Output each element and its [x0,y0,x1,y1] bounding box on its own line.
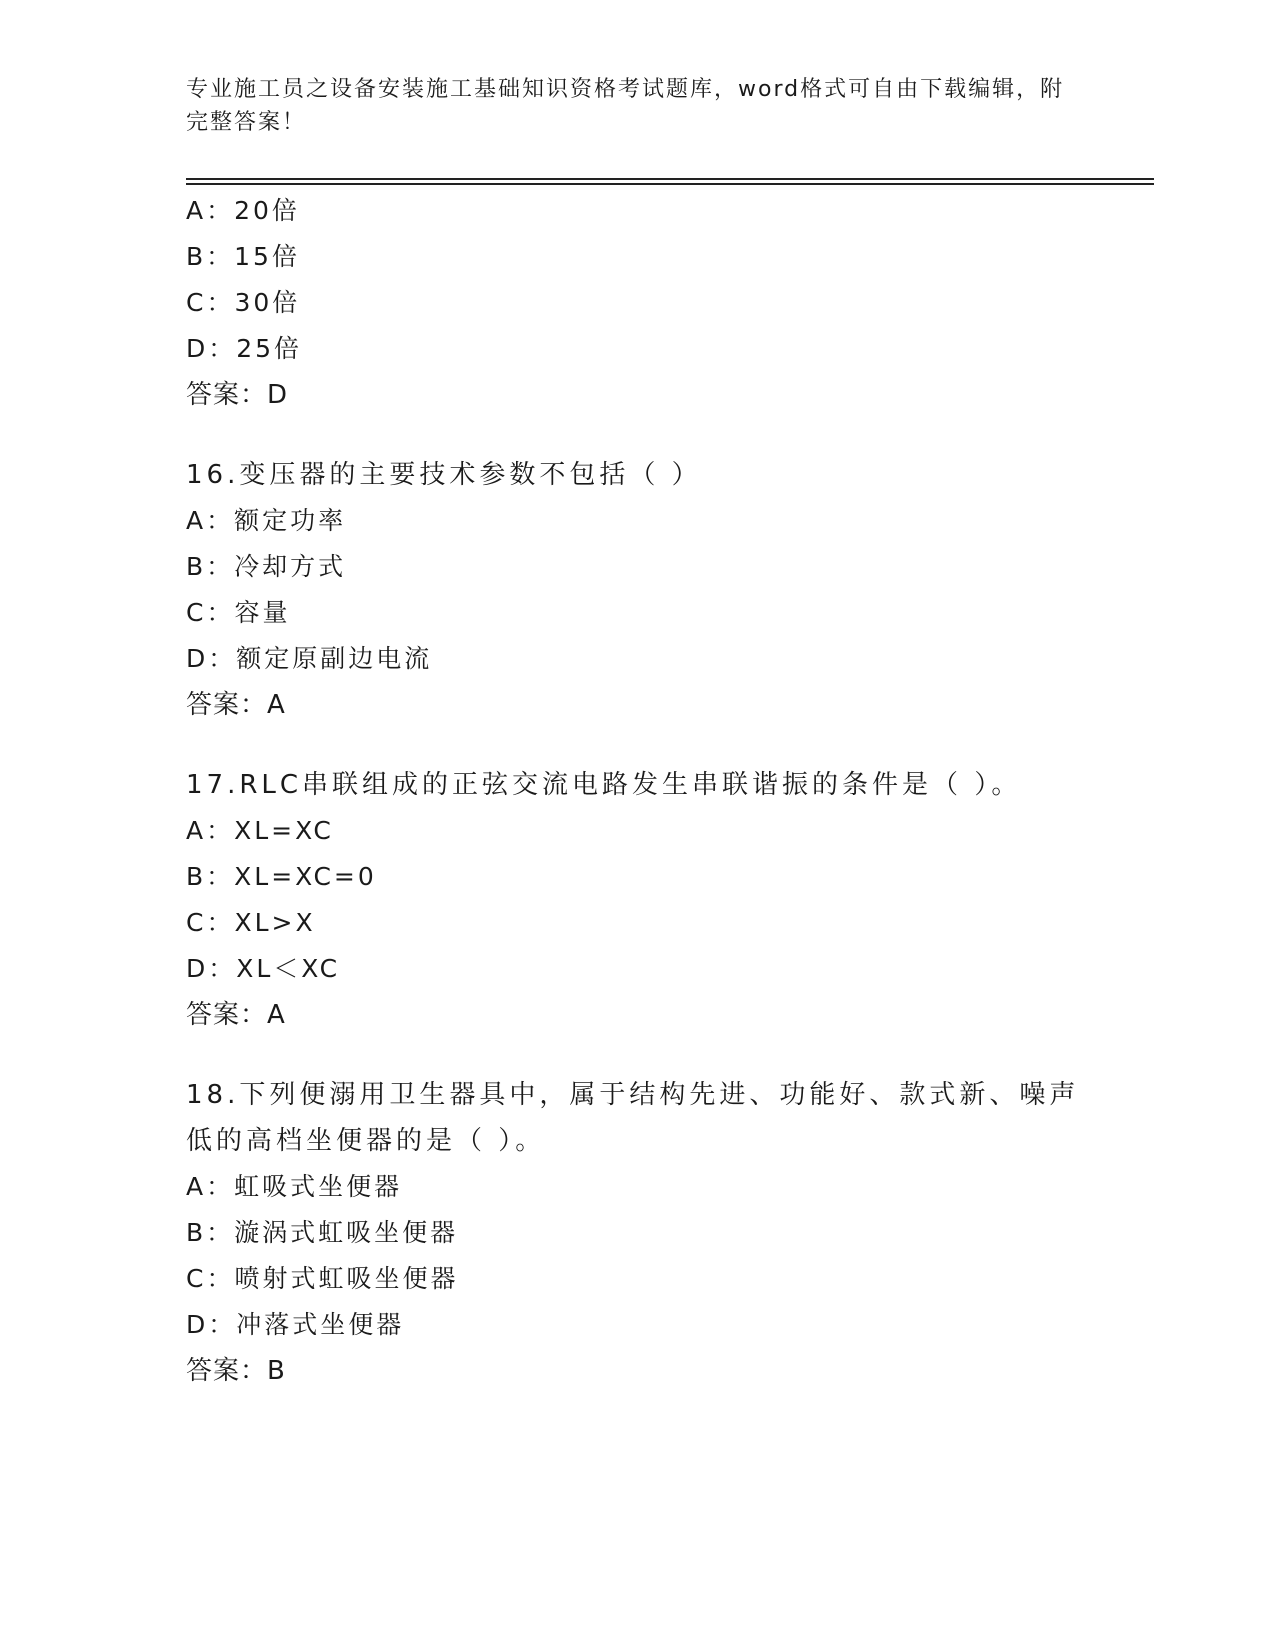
option-a: A：20倍 [186,196,300,225]
question-text: 18.下列便溺用卫生器具中，属于结构先进、功能好、款式新、噪声低的高档坐便器的是（ ）。 [186,1080,1080,1156]
option-a: A：虹吸式坐便器 [186,1172,403,1201]
question-list [186,188,1086,1428]
answer-line: 答案：A [186,690,286,720]
option-b: B：漩涡式虹吸坐便器 [186,1218,459,1247]
option-d: D：XL＜XC [186,954,341,983]
option-b: B：冷却方式 [186,552,347,581]
option-a: A：额定功率 [186,506,347,535]
option-d: D：冲落式坐便器 [186,1310,405,1339]
answer-line: 答案：A [186,1000,286,1030]
option-c: C：喷射式虹吸坐便器 [186,1264,459,1293]
option-b: B：15倍 [186,242,300,271]
option-a: A：XL=XC [186,816,334,845]
option-d: D：25倍 [186,334,303,363]
option-d: D：额定原副边电流 [186,644,433,673]
option-b: B：XL=XC=0 [186,862,377,891]
answer-line: 答案：D [186,380,289,410]
answer-line: 答案：B [186,1356,286,1386]
question-block-15 [186,188,1086,418]
question-block-18 [186,1072,1086,1394]
question-text: 16.变压器的主要技术参数不包括（ ） [186,460,702,490]
header-divider-bottom [186,183,1154,185]
option-c: C：容量 [186,598,291,627]
header-divider-top [186,178,1154,180]
question-block-17 [186,762,1086,1038]
document-header-title: 专业施工员之设备安装施工基础知识资格考试题库，word格式可自由下载编辑，附完整答案！ [186,77,1065,135]
question-block-16 [186,452,1086,728]
option-c: C：XL>X [186,908,316,937]
option-c: C：30倍 [186,288,301,317]
question-text: 17.RLC串联组成的正弦交流电路发生串联谐振的条件是（ ）。 [186,770,1022,800]
